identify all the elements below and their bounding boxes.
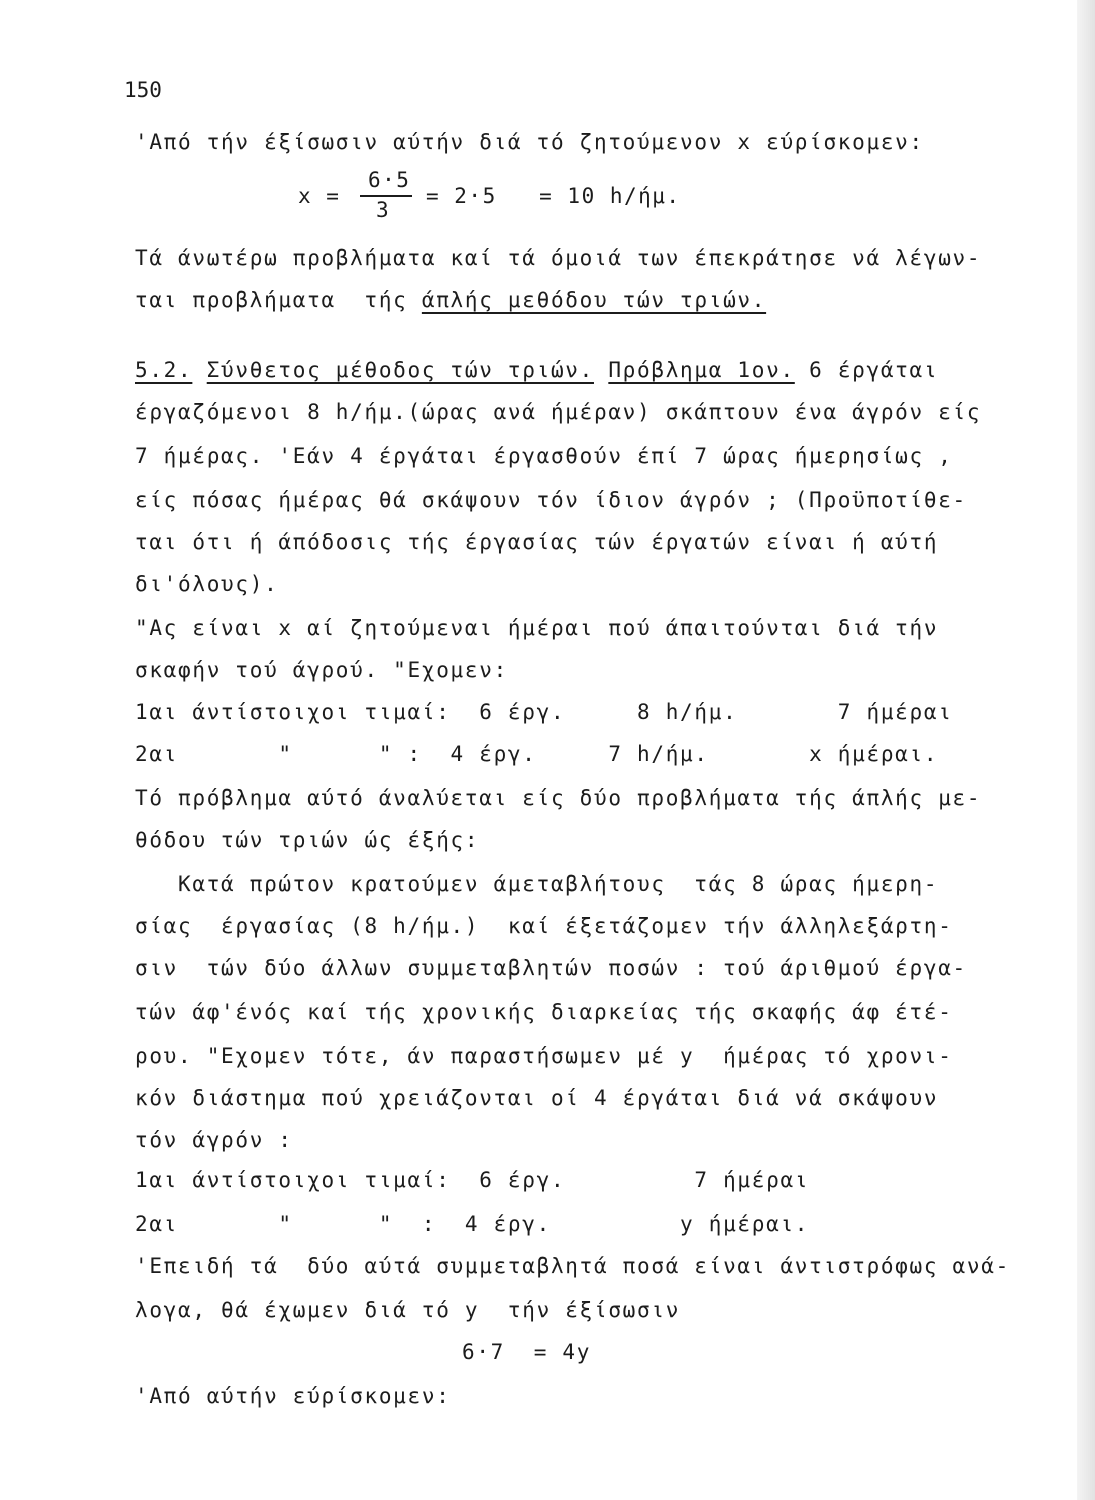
text-line: είς πόσας ήμέρας θά σκάψουν τόν ίδιον άγρόν ; (Προϋποτίθε-: [135, 488, 967, 512]
equation-denominator: 3: [376, 198, 391, 222]
text-line: τόν άγρόν :: [135, 1128, 293, 1152]
text-line: κόν διάστημα πού χρειάζονται οί 4 έργάται διά νά σκάψουν: [135, 1086, 939, 1110]
text-line: σίας έργασίας (8 h/ήμ.) καί έξετάζομεν τήν άλληλεξάρτη-: [135, 914, 953, 938]
text-line: [135, 290, 766, 311]
equation-numerator: 6·5: [368, 168, 411, 192]
text-line: ρου. "Εχομεν τότε, άν παραστήσωμεν μέ y ήμέρας τό χρονι-: [135, 1044, 953, 1068]
text-line: ται ότι ή άπόδοσις τής έργασίας τών έργατών είναι ή αύτή: [135, 530, 939, 554]
values-row: 2αι " " : 4 έργ. y ήμέραι.: [135, 1212, 810, 1236]
values-row: 1αι άντίστοιχοι τιμαί: 6 έργ. 7 ήμέραι: [135, 1168, 810, 1192]
text-line: 'Από αύτήν εύρίσκομεν:: [135, 1384, 451, 1408]
text-segment: 6 έργάται: [794, 358, 939, 382]
values-row: 1αι άντίστοιχοι τιμαί: 6 έργ. 8 h/ήμ. 7 ήμέραι: [135, 700, 953, 724]
text-line: σκαφήν τού άγρού. "Εχομεν:: [135, 658, 508, 682]
text-line: Κατά πρώτον κρατούμεν άμεταβλήτους τάς 8 ώρας ήμερη-: [135, 872, 939, 896]
text-line: σιν τών δύο άλλων συμμεταβλητών ποσών : τού άριθμού έργα-: [135, 956, 967, 980]
text-line: λογα, θά έχωμεν διά τό y τήν έξίσωσιν: [135, 1298, 681, 1322]
text-line: 'Από τήν έξίσωσιν αύτήν διά τό ζητούμενον x εύρίσκομεν:: [135, 130, 924, 154]
values-row: 2αι " " : 4 έργ. 7 h/ήμ. x ήμέραι.: [135, 742, 939, 766]
section-title: Σύνθετος μέθοδος τών τριών.: [206, 358, 594, 382]
text-line: θόδου τών τριών ώς έξής:: [135, 828, 480, 852]
section-number: 5.2.: [135, 358, 193, 382]
text-line: Τά άνωτέρω προβλήματα καί τά όμοιά των έπεκράτησε νά λέγων-: [135, 246, 982, 270]
equation-rhs: = 2·5 = 10 h/ήμ.: [426, 184, 681, 208]
page-number: 150: [124, 78, 162, 102]
text-line: 'Επειδή τά δύο αύτά συμμεταβλητά ποσά είναι άντιστρόφως ανά-: [135, 1254, 1010, 1278]
page-edge-shadow: [1077, 0, 1095, 1500]
text-line: Τό πρόβλημα αύτό άναλύεται είς δύο προβλήματα τής άπλής με-: [135, 786, 982, 810]
equation-line: 6·7 = 4y: [462, 1340, 592, 1364]
text-line: τών άφ'ένός καί τής χρονικής διαρκείας τής σκαφής άφ έτέ-: [135, 1000, 953, 1024]
text-line: δι'όλους).: [135, 572, 279, 596]
problem-label: Πρόβλημα 1ον.: [608, 358, 795, 382]
text-line: "Ας είναι x αί ζητούμεναι ήμέραι πού άπαιτούνται διά τήν: [135, 616, 939, 640]
equation-lhs: x =: [298, 184, 341, 208]
underlined-phrase: άπλής μεθόδου τών τριών.: [421, 288, 767, 312]
text-line: έργαζόμενοι 8 h/ήμ.(ώρας ανά ήμέραν) σκάπτουν ένα άγρόν είς: [135, 400, 982, 424]
fraction-bar: [360, 195, 412, 197]
text-line: 7 ήμέρας. 'Εάν 4 έργάται έργασθούν έπί 7 ώρας ήμερησίως ,: [135, 444, 953, 468]
text-segment: ται προβλήματα τής: [135, 288, 422, 312]
section-heading-line: [135, 360, 938, 381]
